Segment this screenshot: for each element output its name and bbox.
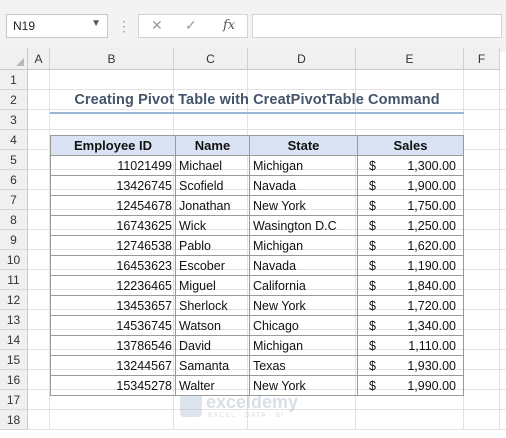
cell-name[interactable]: Pablo (176, 236, 250, 256)
cell-state[interactable]: Texas (250, 356, 358, 376)
header-name[interactable]: Name (176, 136, 250, 156)
sales-amount: 1,300.00 (407, 158, 456, 173)
cell-sales[interactable] (358, 276, 464, 296)
cancel-icon[interactable]: ✕ (151, 17, 163, 33)
name-box[interactable] (6, 14, 108, 38)
currency-symbol: $ (369, 298, 376, 313)
cell-name[interactable]: Escober (176, 256, 250, 276)
cell-sales[interactable] (358, 336, 464, 356)
row-header-2[interactable]: 2 (0, 90, 28, 110)
column-header-b[interactable]: B (50, 48, 174, 70)
currency-symbol: $ (369, 198, 376, 213)
header-employee-id[interactable]: Employee ID (51, 136, 176, 156)
sales-amount: 1,250.00 (407, 218, 456, 233)
cell-employee-id[interactable]: 13244567 (51, 356, 176, 376)
row-header-16[interactable]: 16 (0, 370, 28, 390)
currency-symbol: $ (369, 338, 376, 353)
header-sales[interactable]: Sales (358, 136, 464, 156)
column-header-d[interactable]: D (248, 48, 356, 70)
exceldemy-logo-icon (180, 395, 202, 417)
cell-name[interactable]: Wick (176, 216, 250, 236)
row-header-3[interactable]: 3 (0, 110, 28, 130)
row-header-10[interactable]: 10 (0, 250, 28, 270)
cell-sales[interactable] (358, 256, 464, 276)
exceldemy-watermark (180, 393, 330, 423)
column-header-f[interactable]: F (464, 48, 500, 70)
cell-sales[interactable] (358, 236, 464, 256)
gridline-row (28, 429, 506, 430)
cell-employee-id[interactable]: 16743625 (51, 216, 176, 236)
table-row (51, 156, 464, 176)
cell-sales[interactable] (358, 376, 464, 396)
cell-name[interactable]: David (176, 336, 250, 356)
title-underline (50, 112, 464, 114)
row-header-18[interactable]: 18 (0, 410, 28, 430)
cell-sales[interactable] (358, 216, 464, 236)
sales-amount: 1,840.00 (407, 278, 456, 293)
cell-employee-id[interactable]: 12746538 (51, 236, 176, 256)
cell-sales[interactable] (358, 296, 464, 316)
cell-state[interactable]: Wasington D.C (250, 216, 358, 236)
table-row (51, 336, 464, 356)
cell-employee-id[interactable]: 15345278 (51, 376, 176, 396)
sales-amount: 1,720.00 (407, 298, 456, 313)
cell-employee-id[interactable]: 14536745 (51, 316, 176, 336)
name-box-value: N19 (13, 19, 36, 33)
cell-state[interactable]: Michigan (250, 336, 358, 356)
cell-state[interactable]: Navada (250, 176, 358, 196)
currency-symbol: $ (369, 378, 376, 393)
row-header-11[interactable]: 11 (0, 270, 28, 290)
cell-name[interactable]: Samanta (176, 356, 250, 376)
formula-buttons (138, 14, 248, 38)
insert-function-icon[interactable]: fx (223, 18, 236, 33)
cell-employee-id[interactable]: 11021499 (51, 156, 176, 176)
row-header-8[interactable]: 8 (0, 210, 28, 230)
row-header-15[interactable]: 15 (0, 350, 28, 370)
row-header-9[interactable]: 9 (0, 230, 28, 250)
table-row (51, 196, 464, 216)
cell-employee-id[interactable]: 12454678 (51, 196, 176, 216)
row-header-4[interactable]: 4 (0, 130, 28, 150)
currency-symbol: $ (369, 318, 376, 333)
sheet-title: Creating Pivot Table with CreatPivotTable Command (74, 92, 440, 108)
row-header-6[interactable]: 6 (0, 170, 28, 190)
chevron-down-icon[interactable]: ▼ (91, 18, 101, 29)
table-row (51, 216, 464, 236)
cell-state[interactable]: Michigan (250, 156, 358, 176)
currency-symbol: $ (369, 158, 376, 173)
row-header-5[interactable]: 5 (0, 150, 28, 170)
table-header-row (51, 136, 464, 156)
sales-amount: 1,900.00 (407, 178, 456, 193)
cell-state[interactable]: New York (250, 296, 358, 316)
cell-name[interactable]: Watson (176, 316, 250, 336)
gridline-column (499, 70, 500, 430)
cell-employee-id[interactable]: 16453623 (51, 256, 176, 276)
table-row (51, 316, 464, 336)
cell-name[interactable]: Walter (176, 376, 250, 396)
cell-employee-id[interactable]: 12236465 (51, 276, 176, 296)
gridline-row (28, 89, 506, 90)
currency-symbol: $ (369, 358, 376, 373)
table-row (51, 356, 464, 376)
cell-state[interactable]: Chicago (250, 316, 358, 336)
cell-employee-id[interactable]: 13426745 (51, 176, 176, 196)
watermark-tagline: EXCEL · DATA · BI (208, 412, 284, 419)
currency-symbol: $ (369, 218, 376, 233)
select-all-corner[interactable] (0, 48, 28, 70)
column-header-e[interactable]: E (356, 48, 464, 70)
cell-sales[interactable] (358, 156, 464, 176)
table-row (51, 296, 464, 316)
currency-symbol: $ (369, 258, 376, 273)
cell-sales[interactable] (358, 176, 464, 196)
cell-state[interactable]: New York (250, 196, 358, 216)
cell-name[interactable]: Michael (176, 156, 250, 176)
cell-state[interactable]: Navada (250, 256, 358, 276)
cell-state[interactable]: Michigan (250, 236, 358, 256)
cell-employee-id[interactable]: 13786546 (51, 336, 176, 356)
cell-sales[interactable] (358, 356, 464, 376)
cell-state[interactable]: New York (250, 376, 358, 396)
cell-name[interactable]: Jonathan (176, 196, 250, 216)
row-header-14[interactable]: 14 (0, 330, 28, 350)
header-state[interactable]: State (250, 136, 358, 156)
cell-name[interactable]: Miguel (176, 276, 250, 296)
row-header-13[interactable]: 13 (0, 310, 28, 330)
cell-name[interactable]: Sherlock (176, 296, 250, 316)
column-header-c[interactable]: C (174, 48, 248, 70)
currency-symbol: $ (369, 238, 376, 253)
cell-name[interactable]: Scofield (176, 176, 250, 196)
sales-amount: 1,620.00 (407, 238, 456, 253)
cell-employee-id[interactable]: 13453657 (51, 296, 176, 316)
table-row (51, 236, 464, 256)
column-header-a[interactable]: A (28, 48, 50, 70)
enter-icon[interactable]: ✓ (185, 17, 197, 33)
gridline-row (28, 129, 506, 130)
sales-amount: 1,340.00 (407, 318, 456, 333)
table-row (51, 276, 464, 296)
currency-symbol: $ (369, 278, 376, 293)
watermark-name: exceldemy (206, 392, 299, 412)
formula-input[interactable] (252, 14, 502, 38)
sales-amount: 1,190.00 (407, 258, 456, 273)
currency-symbol: $ (369, 178, 376, 193)
formula-bar-area (0, 0, 506, 52)
sales-amount: 1,110.00 (408, 338, 456, 353)
sales-amount: 1,990.00 (407, 378, 456, 393)
cell-sales[interactable] (358, 196, 464, 216)
data-table (50, 135, 464, 396)
sales-amount: 1,750.00 (407, 198, 456, 213)
drag-handle-icon[interactable]: ⋮ (117, 18, 131, 34)
row-header-1[interactable]: 1 (0, 70, 28, 90)
row-header-12[interactable]: 12 (0, 290, 28, 310)
row-header-17[interactable]: 17 (0, 390, 28, 410)
cell-sales[interactable] (358, 316, 464, 336)
table-row (51, 256, 464, 276)
row-header-7[interactable]: 7 (0, 190, 28, 210)
table-row (51, 176, 464, 196)
cell-state[interactable]: California (250, 276, 358, 296)
sales-amount: 1,930.00 (407, 358, 456, 373)
